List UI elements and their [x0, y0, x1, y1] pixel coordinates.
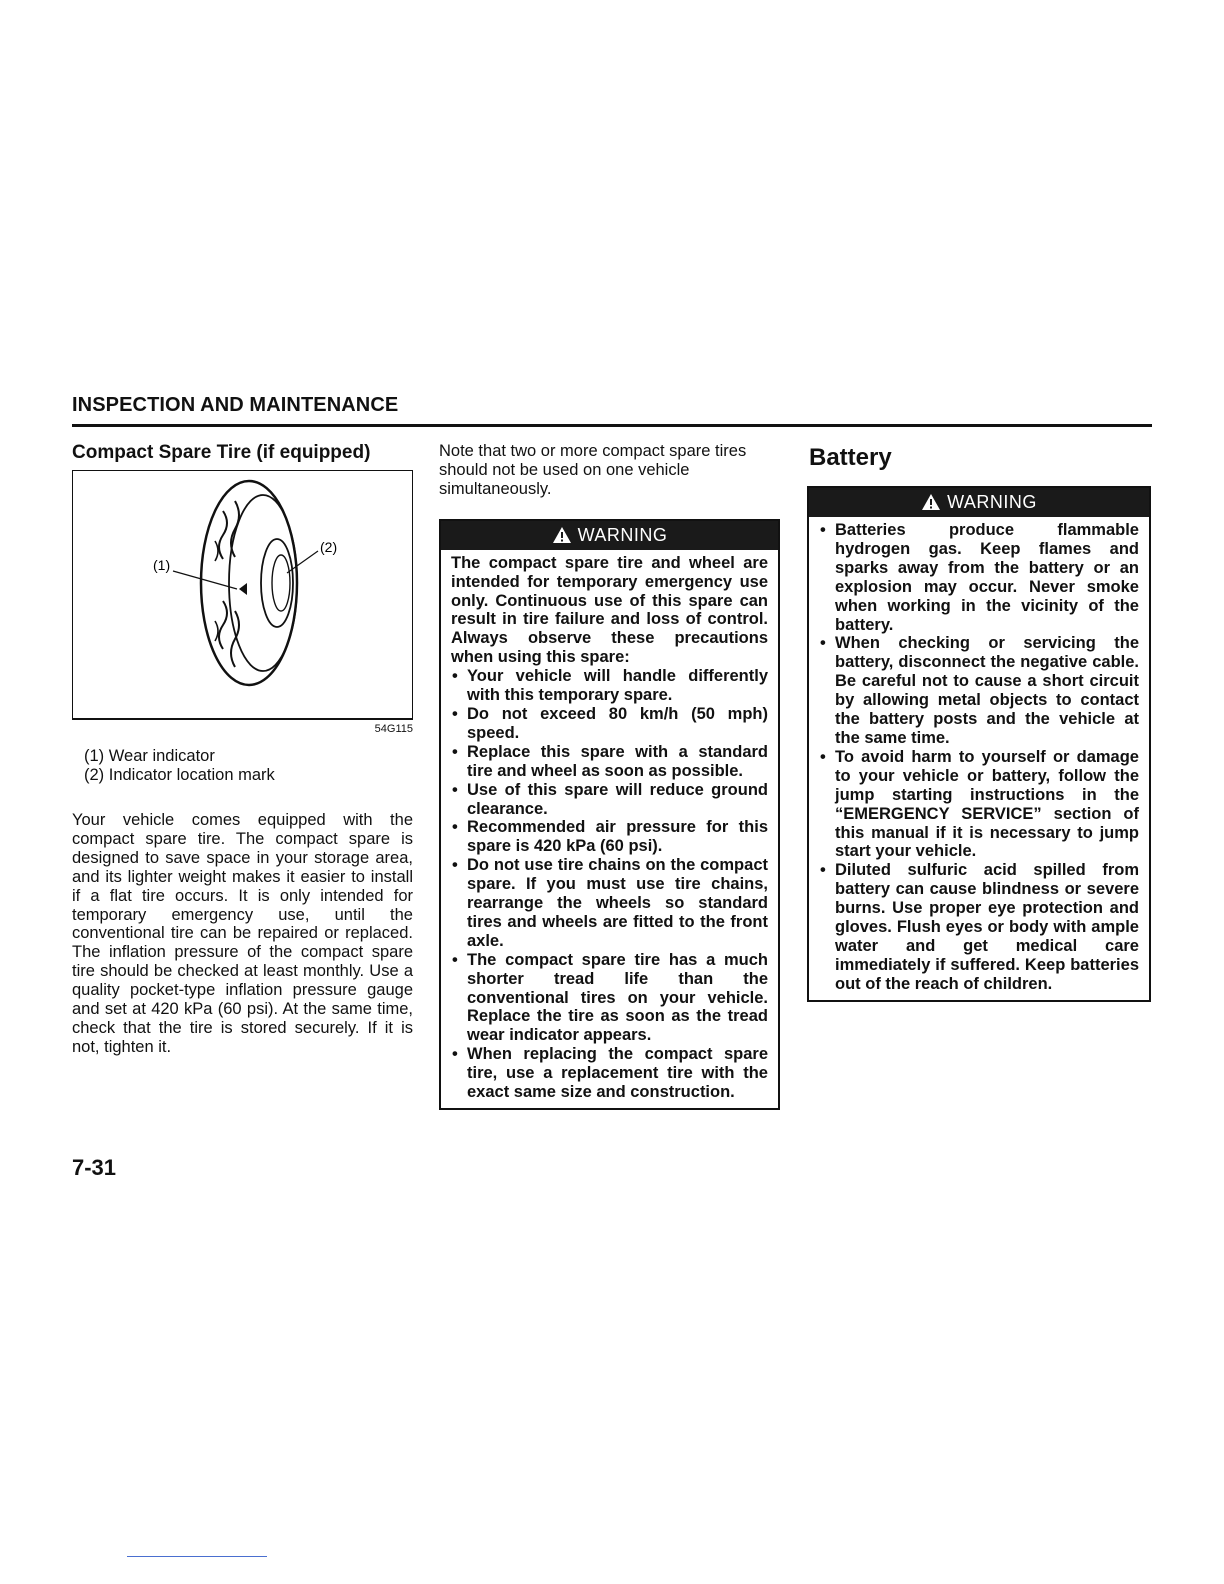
page-number: 7-31 [72, 1155, 117, 1180]
warning-intro: The compact spare tire and wheel are intended for temporary emergency use only. Continuous use of this spare can result in tire failure and loss of control. Always observe these precautions when using this spare: [451, 553, 768, 667]
warning-triangle-icon [921, 493, 941, 511]
warning-item: • When replacing the compact spare tire, use a replacement tire with the exact same size and construction. [451, 1045, 768, 1102]
middle-column [439, 442, 780, 1110]
warning-item: • Batteries produce flammable hydrogen gas. Keep flames and sparks away from the battery or an explosion may occur. Never smoke when working in the vicinity of the battery. [819, 521, 1139, 634]
left-column [72, 442, 413, 1057]
callout-1: (1) [153, 557, 171, 573]
callout-2: (2) [320, 539, 338, 555]
warning-banner [809, 488, 1149, 517]
warning-item: • Recommended air pressure for this spare is 420 kPa (60 psi). [451, 818, 768, 856]
warning-item: • Your vehicle will handle differently with this temporary spare. [451, 667, 768, 705]
warning-item: • Do not exceed 80 km/h (50 mph) speed. [451, 705, 768, 743]
spare-tire-illustration [73, 471, 411, 717]
warning-label: WARNING [947, 492, 1037, 512]
section-header [72, 394, 1152, 417]
indicator-mark-icon [239, 583, 247, 595]
scan-artifact-line [127, 1556, 267, 1557]
warning-triangle-icon [552, 526, 572, 544]
warning-item: • When checking or servicing the battery, disconnect the negative cable. Be careful not to cause a short circuit by allowing metal objects to contact the battery posts and the vehicle at the same time. [819, 634, 1139, 747]
warning-body [441, 550, 778, 1108]
warning-list [451, 667, 768, 1102]
header-rule [72, 424, 1152, 427]
warning-label: WARNING [577, 524, 668, 545]
warning-item: • To avoid harm to yourself or damage to your vehicle or battery, follow the jump starting instructions in the “EMERGENCY SERVICE” section of this manual if it is necessary to jump start your vehicle. [819, 748, 1139, 861]
compact-spare-title: Compact Spare Tire (if equipped) [72, 442, 371, 463]
spare-warning-box [439, 519, 780, 1110]
figure-code: 54G115 [374, 723, 413, 735]
chapter-title: INSPECTION AND MAINTENANCE [72, 394, 399, 416]
battery-warning-box [807, 486, 1151, 1002]
warning-banner [441, 521, 778, 550]
warning-item: • The compact spare tire has a much shorter tread life than the conventional tires on your vehicle. Replace the tire as soon as the tread wear indicator appears. [451, 951, 768, 1046]
right-column [807, 442, 1151, 1002]
warning-item: • Do not use tire chains on the compact spare. If you must use tire chains, rearrange the wheels so standard tires and wheels are fitted to the front axle. [451, 856, 768, 951]
legend-item-2: (2) Indicator location mark [84, 766, 275, 784]
warning-item: • Diluted sulfuric acid spilled from battery can cause blindness or severe burns. Use proper eye protection and gloves. Flush eyes or body with ample water and get medical care immediately if suffered. Keep batteries out of the reach of children. [819, 861, 1139, 993]
figure-legend [84, 747, 413, 785]
warning-item: • Replace this spare with a standard tire and wheel as soon as possible. [451, 743, 768, 781]
tire-figure [72, 470, 413, 718]
legend-item-1: (1) Wear indicator [84, 747, 215, 765]
warning-item: • Use of this spare will reduce ground clearance. [451, 781, 768, 819]
battery-title: Battery [809, 444, 892, 471]
compact-spare-body: Your vehicle comes equipped with the compact spare tire. The compact spare is designed to save space in your storage area, and its lighter weight makes it easier to install if a flat tire occurs. It is only intended for temporary emergency use, until the conventional tire can be repaired or replaced. The inflation pressure of the compact spare tire should be checked at least monthly. Use a quality pocket-type inflation pressure gauge and set at 420 kPa (60 psi). At the same time, check that the tire is stored securely. If it is not, tighten it. [72, 811, 413, 1056]
warning-body [809, 517, 1149, 1000]
spare-note: Note that two or more compact spare tires should not be used on one vehicle simultaneously. [439, 442, 747, 498]
warning-list [819, 521, 1139, 994]
